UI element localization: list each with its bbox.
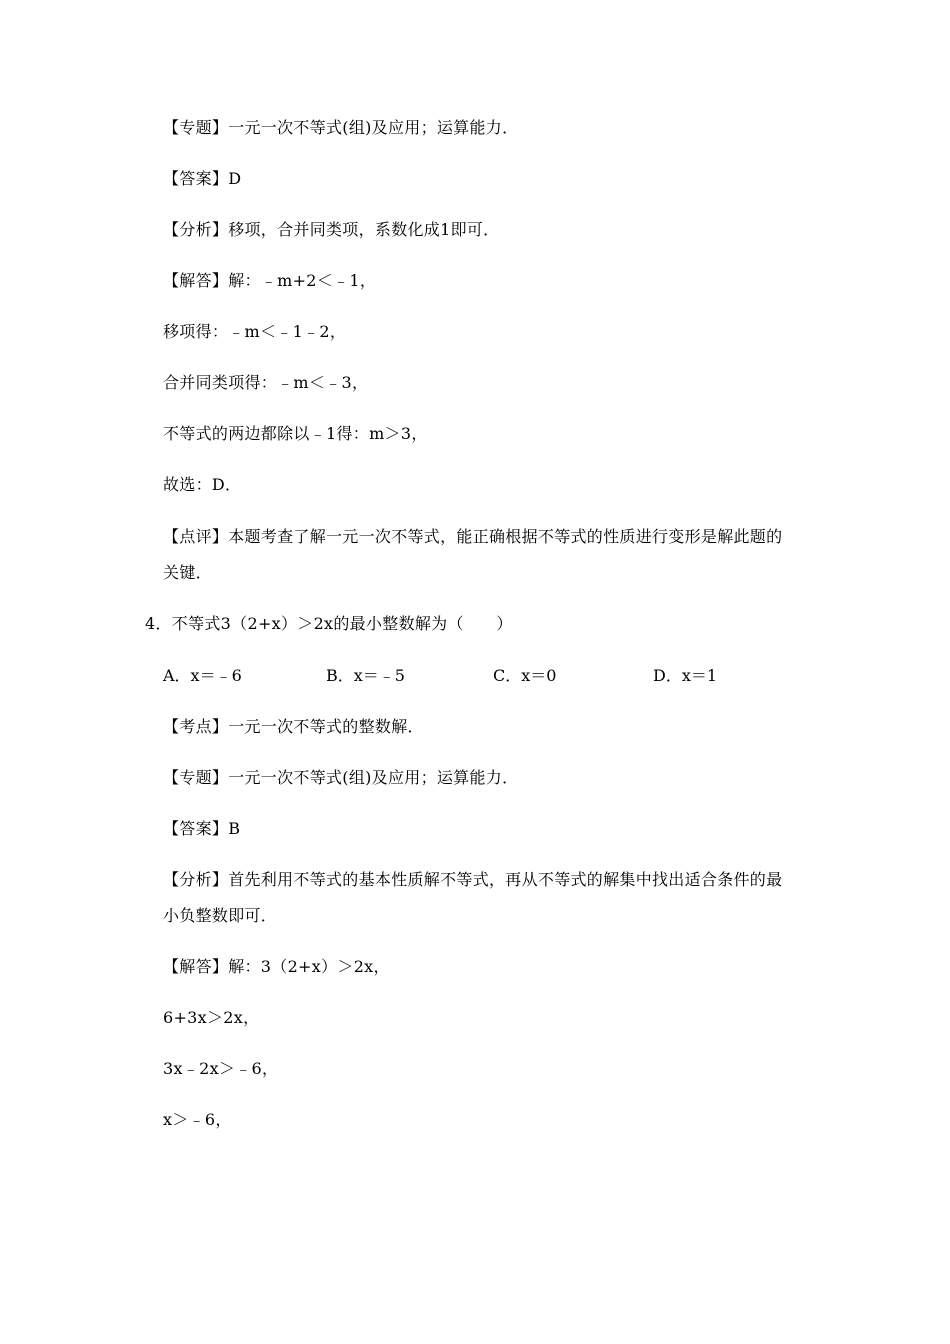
prev-step-1: 移项得：﹣m＜﹣1﹣2， (163, 322, 347, 341)
option-b: B．x＝﹣5 (326, 666, 405, 685)
prev-topic: 【专题】一元一次不等式(组)及应用；运算能力． (163, 118, 519, 137)
prev-step-2: 合并同类项得：﹣m＜﹣3， (163, 373, 369, 392)
prev-step-4: 故选：D． (163, 475, 242, 494)
prev-analysis: 【分析】移项，合并同类项，系数化成1即可． (163, 220, 500, 239)
prev-comment-line-1: 【点评】本题考查了解一元一次不等式，能正确根据不等式的性质进行变形是解此题的 (163, 527, 783, 546)
prev-solution-title: 【解答】解：﹣m+2＜﹣1， (163, 271, 377, 290)
q4-analysis-line-2: 小负整数即可． (163, 906, 278, 925)
q4-kaodian: 【考点】一元一次不等式的整数解． (163, 717, 424, 736)
q4-answer: 【答案】B (163, 819, 241, 838)
q4-analysis-line-1: 【分析】首先利用不等式的基本性质解不等式，再从不等式的解集中找出适合条件的最 (163, 870, 783, 889)
q4-step-1: 6+3x＞2x， (163, 1008, 260, 1027)
option-d: D．x＝1 (653, 666, 718, 685)
q4-solution-title: 【解答】解：3（2+x）＞2x， (163, 957, 390, 976)
q4-topic: 【专题】一元一次不等式(组)及应用；运算能力． (163, 768, 519, 787)
prev-comment-line-2: 关键． (163, 563, 212, 582)
q4-step-3: x＞﹣6， (163, 1110, 232, 1129)
question-4-stem: 4．不等式3（2+x）＞2x的最小整数解为（ ） (145, 614, 513, 633)
prev-answer: 【答案】D (163, 169, 242, 188)
prev-step-3: 不等式的两边都除以﹣1得：m＞3， (163, 424, 428, 443)
option-c: C．x＝0 (493, 666, 557, 685)
option-a: A．x＝﹣6 (163, 666, 242, 685)
q4-step-2: 3x﹣2x＞﹣6， (163, 1059, 279, 1078)
